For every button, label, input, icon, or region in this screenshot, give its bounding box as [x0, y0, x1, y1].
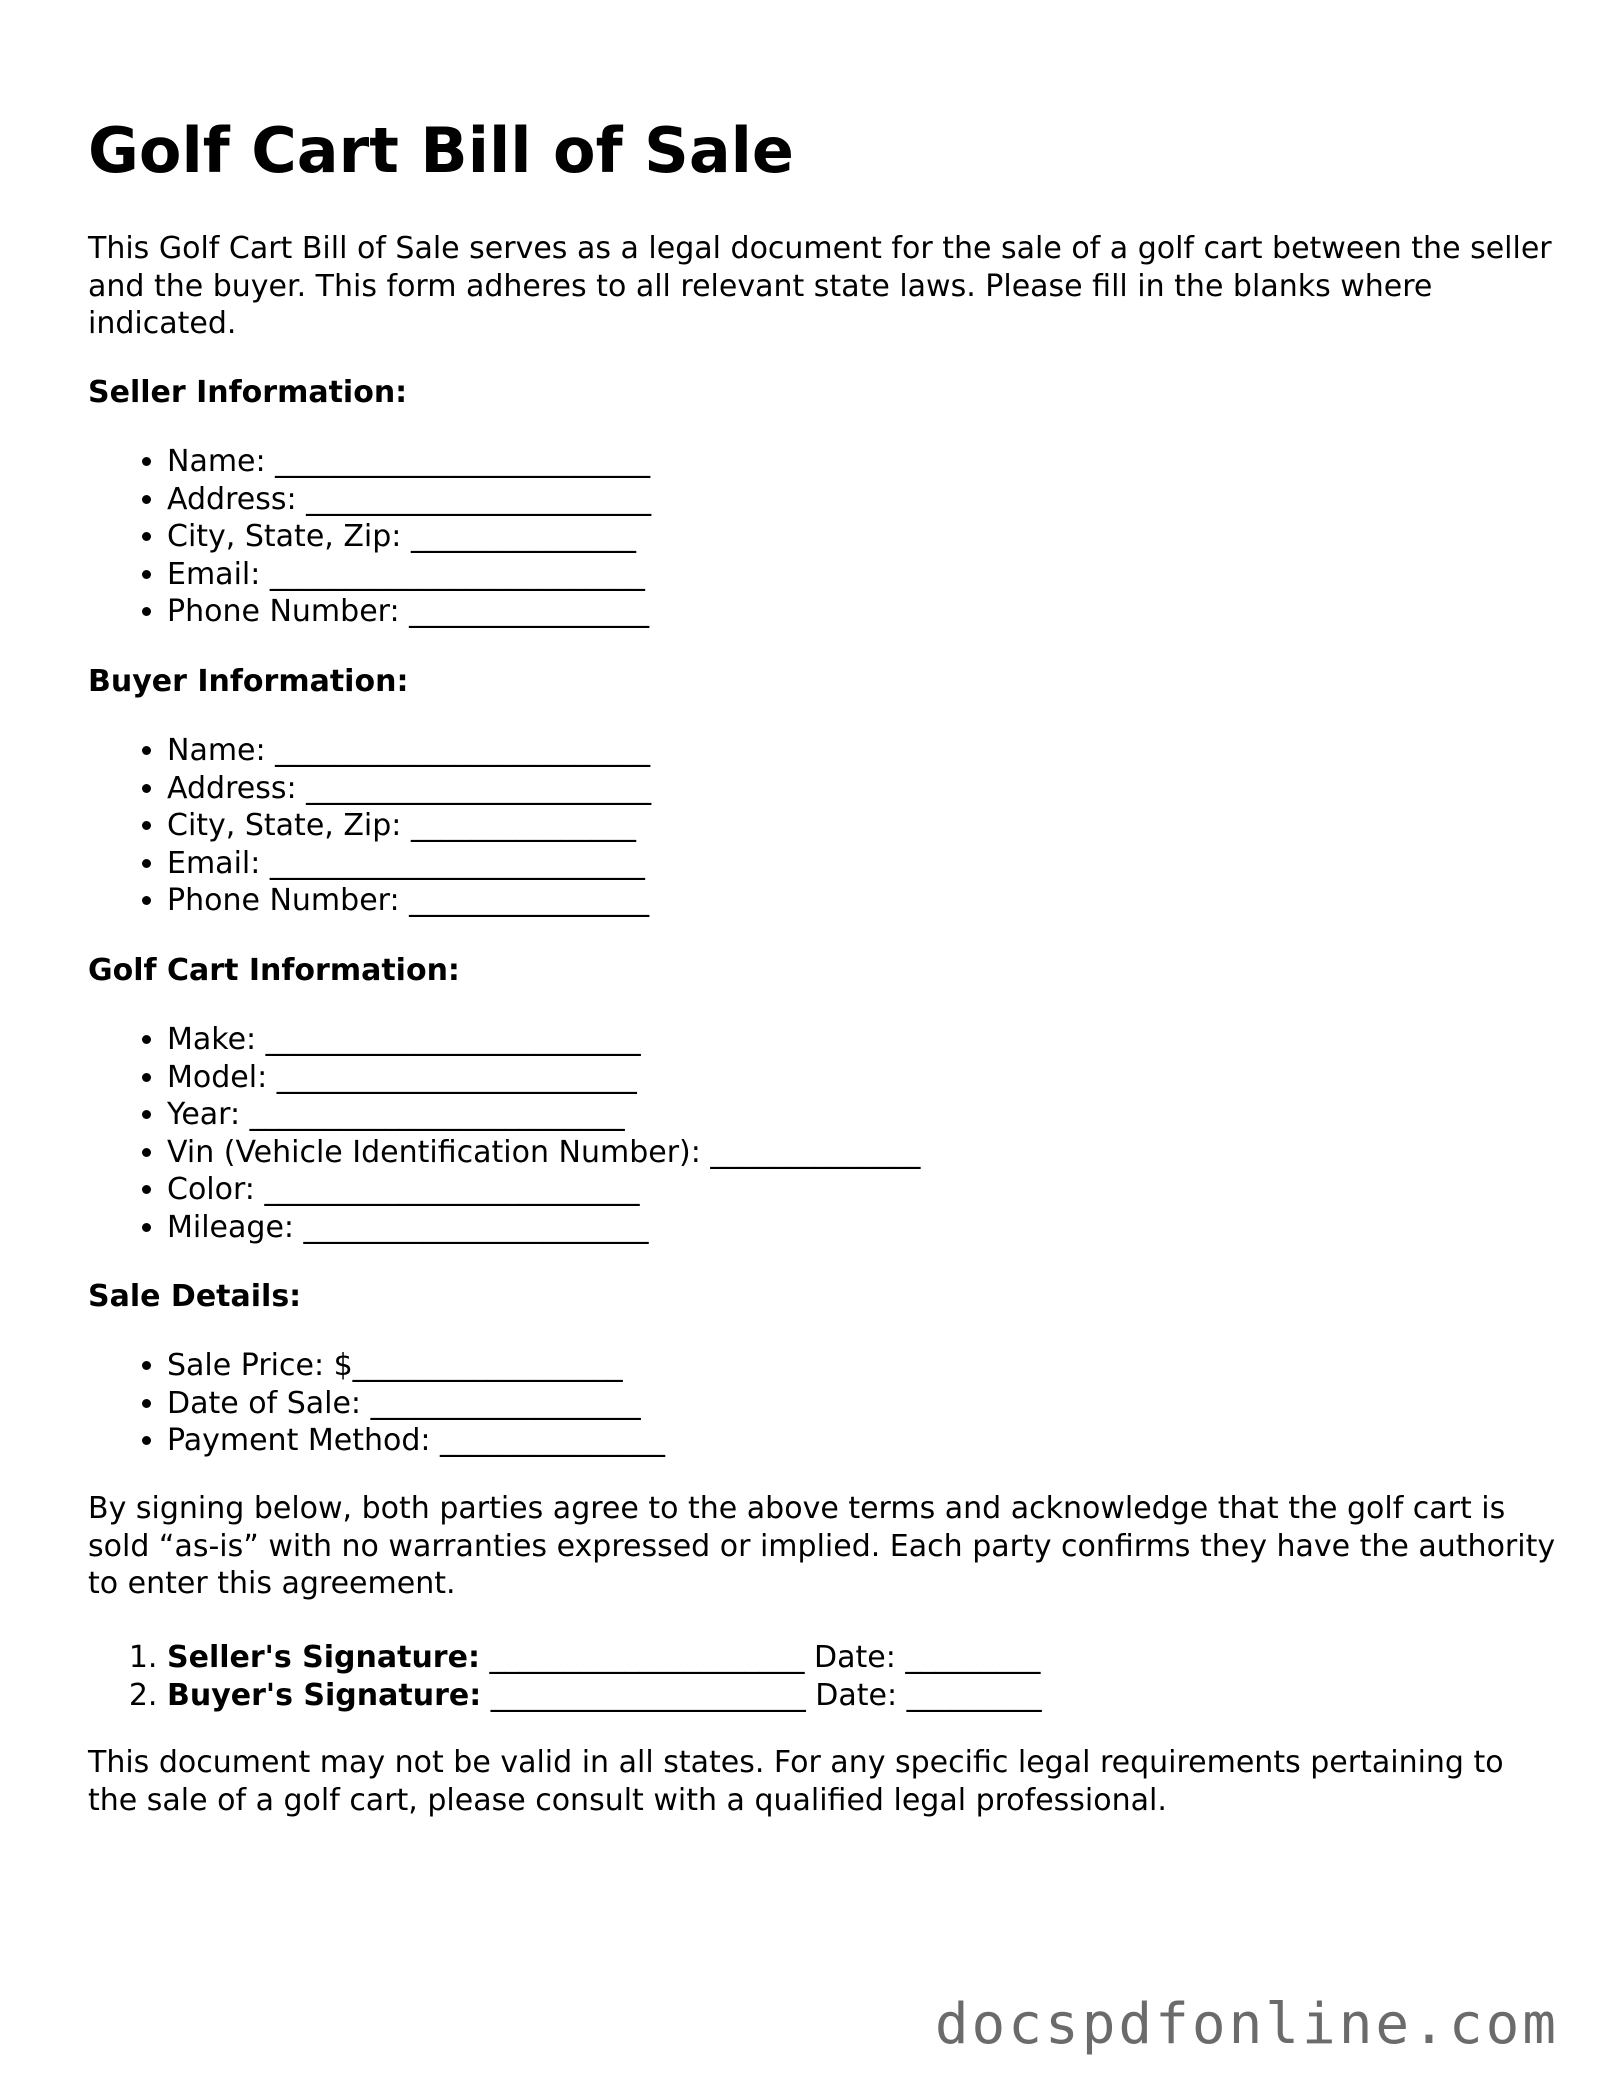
- buyer-signature-line[interactable]: 2. Buyer's Signature: _____________________ Date: _________: [167, 1677, 1042, 1715]
- sale-price-field[interactable]: • Sale Price: $__________________: [167, 1347, 665, 1385]
- cart-color-field[interactable]: • Color: _________________________: [167, 1171, 920, 1209]
- seller-signature-line[interactable]: 1. Seller's Signature: _____________________ Date: _________: [167, 1639, 1042, 1677]
- payment-method-field[interactable]: • Payment Method: _______________: [167, 1422, 665, 1460]
- cart-year-field[interactable]: • Year: _________________________: [167, 1096, 920, 1134]
- page-title: Golf Cart Bill of Sale: [88, 114, 794, 187]
- seller-heading: Seller Information:: [88, 375, 408, 410]
- buyer-city-state-zip-field[interactable]: • City, State, Zip: _______________: [167, 807, 651, 845]
- disclaimer-paragraph: This document may not be valid in all states. For any specific legal requirements pertaining to the sale of a golf cart, please consult with a qualified legal professional.: [88, 1745, 1504, 1818]
- site-watermark: docspdfonline.com: [934, 1992, 1559, 2057]
- seller-city-state-zip-field[interactable]: • City, State, Zip: _______________: [167, 518, 651, 556]
- buyer-fields-list: [88, 732, 651, 920]
- buyer-name-field[interactable]: • Name: _________________________: [167, 732, 651, 770]
- cart-heading: Golf Cart Information:: [88, 953, 460, 988]
- buyer-address-field[interactable]: • Address: _______________________: [167, 770, 651, 808]
- cart-mileage-field[interactable]: • Mileage: _______________________: [167, 1209, 920, 1247]
- intro-paragraph: This Golf Cart Bill of Sale serves as a legal document for the sale of a golf cart between the seller and the buyer. This form adheres to all relevant state laws. Please fill in the blanks where indicated.: [88, 231, 1552, 341]
- agreement-paragraph: By signing below, both parties agree to the above terms and acknowledge that the golf cart is sold “as-is” with no warranties expressed or implied. Each party confirms they have the authority to enter this agreement.: [88, 1491, 1556, 1601]
- seller-email-field[interactable]: • Email: _________________________: [167, 556, 651, 594]
- sale-date-field[interactable]: • Date of Sale: __________________: [167, 1385, 665, 1423]
- cart-model-field[interactable]: • Model: ________________________: [167, 1059, 920, 1097]
- cart-vin-field[interactable]: • Vin (Vehicle Identification Number): ______________: [167, 1134, 920, 1172]
- seller-address-field[interactable]: • Address: _______________________: [167, 481, 651, 519]
- seller-name-field[interactable]: • Name: _________________________: [167, 443, 651, 481]
- cart-fields-list: [88, 1021, 920, 1246]
- sale-heading: Sale Details:: [88, 1279, 302, 1314]
- seller-phone-field[interactable]: • Phone Number: ________________: [167, 593, 651, 631]
- cart-make-field[interactable]: • Make: _________________________: [167, 1021, 920, 1059]
- sale-fields-list: [88, 1347, 665, 1460]
- buyer-email-field[interactable]: • Email: _________________________: [167, 845, 651, 883]
- seller-fields-list: [88, 443, 651, 631]
- signature-list: [88, 1639, 1042, 1714]
- buyer-phone-field[interactable]: • Phone Number: ________________: [167, 882, 651, 920]
- buyer-heading: Buyer Information:: [88, 664, 409, 699]
